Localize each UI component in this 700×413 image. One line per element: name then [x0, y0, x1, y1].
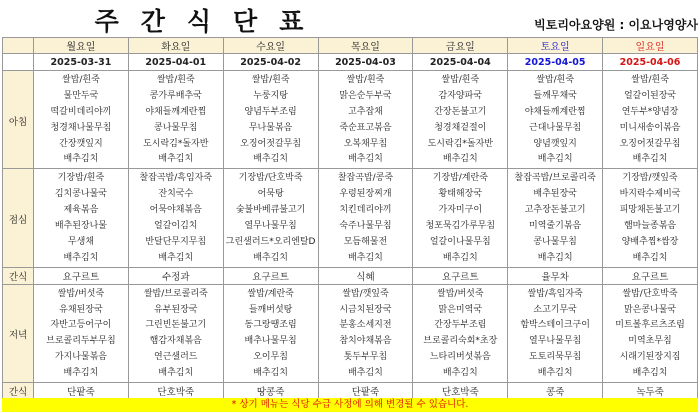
- menu-item: 들깨무채국: [533, 90, 577, 101]
- menu-item: 어묵야채볶음: [149, 205, 202, 216]
- menu-item: 청포묵김가루무침: [425, 221, 496, 232]
- breakfast-cell: [34, 71, 129, 169]
- menu-item: 모듬해물전: [343, 236, 388, 247]
- menu-item: 배추김치: [158, 252, 194, 263]
- snack1-cell: 요구르트: [413, 267, 508, 284]
- menu-item: 쌀밥/흰죽: [251, 75, 290, 85]
- dinner-row: [3, 284, 698, 382]
- day-header-saturday: 토요일: [508, 38, 603, 54]
- menu-item: 쌀밥/버섯죽: [437, 288, 484, 299]
- menu-item: 도토리묵무침: [529, 352, 582, 363]
- menu-item: 연두부*양념장: [621, 106, 679, 117]
- snack2-cell: 단호박죽: [413, 383, 508, 400]
- menu-item: 미역줄기볶음: [529, 221, 582, 232]
- menu-item: 맑은콩나물국: [623, 304, 677, 315]
- day-header: 수요일: [223, 38, 318, 54]
- menu-item: 콩가루배추국: [149, 90, 202, 101]
- snack2-cell: 단팥죽: [318, 383, 413, 400]
- menu-item: 배추김치: [253, 368, 288, 379]
- menu-item: 청경채겉절이: [434, 122, 487, 133]
- menu-item: 햄마늘종볶음: [623, 221, 677, 232]
- breakfast-cell: [508, 71, 603, 169]
- menu-item: 간장깻잎지: [59, 138, 103, 149]
- menu-item: 무생채: [67, 236, 94, 247]
- snack1-label: 간식: [3, 267, 34, 284]
- date-cell-saturday: 2025-04-05: [508, 54, 603, 71]
- menu-item: 가지나물볶음: [54, 352, 107, 363]
- lunch-cell: [318, 169, 413, 267]
- menu-item: 톳두부무침: [343, 352, 388, 363]
- dinner-cell: [223, 284, 318, 382]
- menu-item: 오이무침: [253, 352, 288, 363]
- menu-item: 오징어젓갈무침: [619, 138, 681, 149]
- footer-note: * 상기 메뉴는 식당 수급 사정에 의해 변경될 수 있습니다.: [2, 398, 698, 412]
- menu-item: 양배추찜*쌈장: [621, 236, 679, 247]
- dinner-label: 저녁: [3, 284, 34, 382]
- snack1-cell: 수정과: [128, 267, 223, 284]
- menu-item: 브로콜리숙회*초장: [423, 336, 498, 347]
- menu-item: 배추된장나물: [54, 221, 107, 232]
- breakfast-cell: [128, 71, 223, 169]
- menu-item: 쌀밥/흰죽: [441, 75, 480, 85]
- menu-item: 맑은순두부국: [339, 90, 392, 101]
- menu-item: 그린빈돈불고기: [145, 320, 207, 331]
- menu-item: 누룽지탕: [253, 90, 288, 101]
- menu-item: 배추김치: [63, 368, 99, 379]
- day-header: 목요일: [318, 38, 413, 54]
- menu-item: 도시락김*돌자반: [143, 138, 209, 149]
- breakfast-cell: [318, 71, 413, 169]
- menu-item: 쌀밥/흰죽: [346, 75, 385, 85]
- menu-item: 맑은미역국: [438, 304, 483, 315]
- menu-item: 배추김치: [442, 368, 478, 379]
- menu-item: 쌀밥/흑임자죽: [527, 288, 583, 299]
- lunch-cell: [34, 169, 129, 267]
- menu-item: 가자미구이: [438, 205, 483, 216]
- menu-item: 미니새송이볶음: [619, 122, 681, 133]
- menu-item: 기장밥/단호박죽: [238, 173, 303, 184]
- snack1-cell: 식혜: [318, 267, 413, 284]
- menu-item: 햄감자채볶음: [149, 336, 202, 347]
- menu-item: 함박스테이크구이: [520, 320, 590, 331]
- snack2-cell: 단호박죽: [128, 383, 223, 400]
- menu-item: 시금치된장국: [339, 304, 392, 315]
- menu-item: 브로콜리두부무침: [46, 336, 116, 347]
- menu-item: 열무나물무침: [529, 336, 582, 347]
- menu-item: 물만두국: [63, 90, 99, 101]
- dinner-cell: [413, 284, 508, 382]
- date-row: [3, 54, 698, 71]
- lunch-cell: [413, 169, 508, 267]
- menu-item: 무나물볶음: [248, 122, 293, 133]
- menu-item: 황태해장국: [438, 189, 483, 200]
- dinner-cell: [34, 284, 129, 382]
- snack1-row: [3, 267, 698, 284]
- snack2-cell: 땅콩죽: [223, 383, 318, 400]
- menu-item: 찰잡곡밥/흑임자죽: [139, 173, 213, 184]
- menu-item: 열무나물무침: [244, 221, 297, 232]
- menu-item: 떡갈비데리야끼: [50, 106, 112, 117]
- menu-item: 배추김치: [442, 252, 478, 263]
- menu-item: 배추김치: [253, 252, 288, 263]
- corner-cell: [3, 38, 34, 54]
- menu-item: 숯불바베큐불고기: [235, 205, 306, 216]
- menu-item: 기장밥/깻잎죽: [622, 173, 678, 184]
- snack2-cell: 콩죽: [508, 383, 603, 400]
- menu-item: 얼갈이김치: [154, 221, 198, 232]
- menu-item: 양념두부조림: [244, 106, 297, 117]
- date-cell: 2025-04-02: [223, 54, 318, 71]
- menu-item: 소고기무국: [533, 304, 577, 315]
- menu-item: 바지락수제비국: [619, 189, 681, 200]
- menu-item: 배추된장국: [533, 189, 577, 200]
- day-header: 금요일: [413, 38, 508, 54]
- menu-item: 배추김치: [253, 154, 288, 165]
- menu-item: 배추김치: [63, 252, 99, 263]
- menu-item: 배추나물무침: [244, 336, 297, 347]
- menu-item: 오복채무침: [343, 138, 388, 149]
- dinner-cell: [318, 284, 413, 382]
- menu-item: 김치콩나물국: [54, 189, 107, 200]
- date-cell: 2025-04-04: [413, 54, 508, 71]
- menu-item: 쌀밥/단호박죽: [622, 288, 678, 299]
- snack2-cell: 단팥죽: [34, 383, 129, 400]
- menu-item: 배추김치: [537, 154, 573, 165]
- menu-item: 미트볼후르츠조림: [615, 320, 685, 331]
- menu-item: 배추김치: [632, 154, 668, 165]
- menu-item: 배추김치: [158, 368, 194, 379]
- menu-item: 연근샐러드: [154, 352, 198, 363]
- menu-item: 배추김치: [442, 154, 478, 165]
- snack2-label: 간식: [3, 383, 34, 400]
- menu-item: 오징어젓갈무침: [240, 138, 302, 149]
- menu-item: 우렁된장찌개: [339, 189, 392, 200]
- menu-item: 쌀밥/깻잎죽: [342, 288, 389, 299]
- breakfast-cell: [603, 71, 698, 169]
- menu-item: 피망채돈불고기: [619, 205, 681, 216]
- menu-item: 자반고등어구이: [50, 320, 112, 331]
- menu-item: 배추김치: [348, 368, 383, 379]
- menu-item: 쌀밥/계란죽: [247, 288, 294, 299]
- menu-item: 고추장돈불고기: [524, 205, 586, 216]
- menu-item: 유부된장국: [154, 304, 198, 315]
- date-cell: 2025-03-31: [34, 54, 129, 71]
- menu-item: 배추김치: [348, 252, 383, 263]
- day-header-row: [3, 38, 698, 54]
- menu-item: 쌀밥/브로콜리죽: [143, 288, 208, 299]
- snack1-cell: 요구르트: [603, 267, 698, 284]
- snack1-cell: 율무차: [508, 267, 603, 284]
- menu-item: 찰잡곡밥/브로콜리죽: [514, 173, 596, 184]
- menu-item: 배추김치: [537, 252, 573, 263]
- menu-item: 야채들깨계란찜: [145, 106, 207, 117]
- menu-item: 잔치국수: [158, 189, 194, 200]
- snack1-cell: 요구르트: [34, 267, 129, 284]
- menu-item: 근대나물무침: [529, 122, 582, 133]
- menu-item: 배추김치: [632, 252, 668, 263]
- day-header-sunday: 일요일: [603, 38, 698, 54]
- menu-item: 기장밥/계란죽: [432, 173, 488, 184]
- breakfast-label: 아침: [3, 71, 34, 169]
- menu-item: 콩나물무침: [154, 122, 198, 133]
- lunch-row: [3, 169, 698, 267]
- dinner-cell: [603, 284, 698, 382]
- menu-item: 간장두부조림: [434, 320, 487, 331]
- breakfast-cell: [413, 71, 508, 169]
- menu-item: 배추김치: [537, 368, 573, 379]
- lunch-cell: [128, 169, 223, 267]
- page-title: 주간식단표: [94, 7, 326, 36]
- menu-item: 야채들깨계란찜: [524, 106, 586, 117]
- day-header: 화요일: [128, 38, 223, 54]
- menu-item: 쌀밥/흰죽: [62, 75, 100, 85]
- menu-item: 시래기된장지짐: [619, 352, 681, 363]
- menu-item: 느타리버섯볶음: [429, 352, 491, 363]
- menu-item: 배추김치: [63, 154, 99, 165]
- lunch-cell: [603, 169, 698, 267]
- weekly-menu-table: [2, 37, 698, 400]
- menu-item: 동그랑땡조림: [244, 320, 297, 331]
- breakfast-row: [3, 71, 698, 169]
- breakfast-cell: [223, 71, 318, 169]
- menu-item: 숙주나물무침: [339, 221, 392, 232]
- menu-item: 쌀밥/흰죽: [156, 75, 195, 85]
- snack1-cell: 요구르트: [223, 267, 318, 284]
- menu-item: 어묵탕: [257, 189, 284, 200]
- menu-item: 배추김치: [632, 368, 668, 379]
- dinner-cell: [508, 284, 603, 382]
- menu-item: 분홍소세지전: [339, 320, 392, 331]
- menu-item: 쌀밥/흰죽: [631, 75, 669, 85]
- facility-name: 빅토리아요양원 : 이요나영양사: [534, 18, 698, 32]
- menu-item: 참치야채볶음: [339, 336, 392, 347]
- lunch-cell: [223, 169, 318, 267]
- menu-item: 쌀밥/흰죽: [536, 75, 575, 85]
- menu-item: 콩나물무침: [533, 236, 577, 247]
- menu-item: 죽순표고볶음: [339, 122, 392, 133]
- menu-item: 찰잡곡밥/콩죽: [337, 173, 394, 184]
- date-cell: 2025-04-01: [128, 54, 223, 71]
- lunch-cell: [508, 169, 603, 267]
- menu-item: 그린샐러드*오리엔탈D: [225, 236, 316, 247]
- menu-item: 유채된장국: [59, 304, 103, 315]
- menu-item: 치킨데리야끼: [339, 205, 392, 216]
- menu-item: 고추잡채: [348, 106, 383, 117]
- dinner-cell: [128, 284, 223, 382]
- menu-item: 배추김치: [158, 154, 194, 165]
- menu-item: 배추김치: [348, 154, 383, 165]
- lunch-label: 점심: [3, 169, 34, 267]
- menu-item: 얼갈이된장국: [623, 90, 677, 101]
- day-header: 월요일: [34, 38, 129, 54]
- menu-item: 쌀밥/버섯죽: [57, 288, 105, 299]
- snack2-cell: 녹두죽: [603, 383, 698, 400]
- date-cell: 2025-04-03: [318, 54, 413, 71]
- menu-item: 반달단무지무침: [145, 236, 207, 247]
- date-cell-sunday: 2025-04-06: [603, 54, 698, 71]
- menu-item: 얼갈이나물무침: [429, 236, 491, 247]
- menu-item: 미역초무침: [628, 336, 672, 347]
- menu-item: 들깨버섯탕: [248, 304, 293, 315]
- menu-item: 도시락김*돌자반: [427, 138, 493, 149]
- menu-item: 감자양파국: [438, 90, 483, 101]
- snack2-row: [3, 383, 698, 400]
- title-row: [0, 0, 700, 37]
- corner-cell: [3, 54, 34, 71]
- menu-item: 청경채나물무침: [50, 122, 112, 133]
- menu-item: 간장돈불고기: [434, 106, 487, 117]
- menu-item: 제육볶음: [63, 205, 99, 216]
- menu-item: 기장밥/흰죽: [57, 173, 105, 184]
- menu-item: 양념깻잎지: [533, 138, 577, 149]
